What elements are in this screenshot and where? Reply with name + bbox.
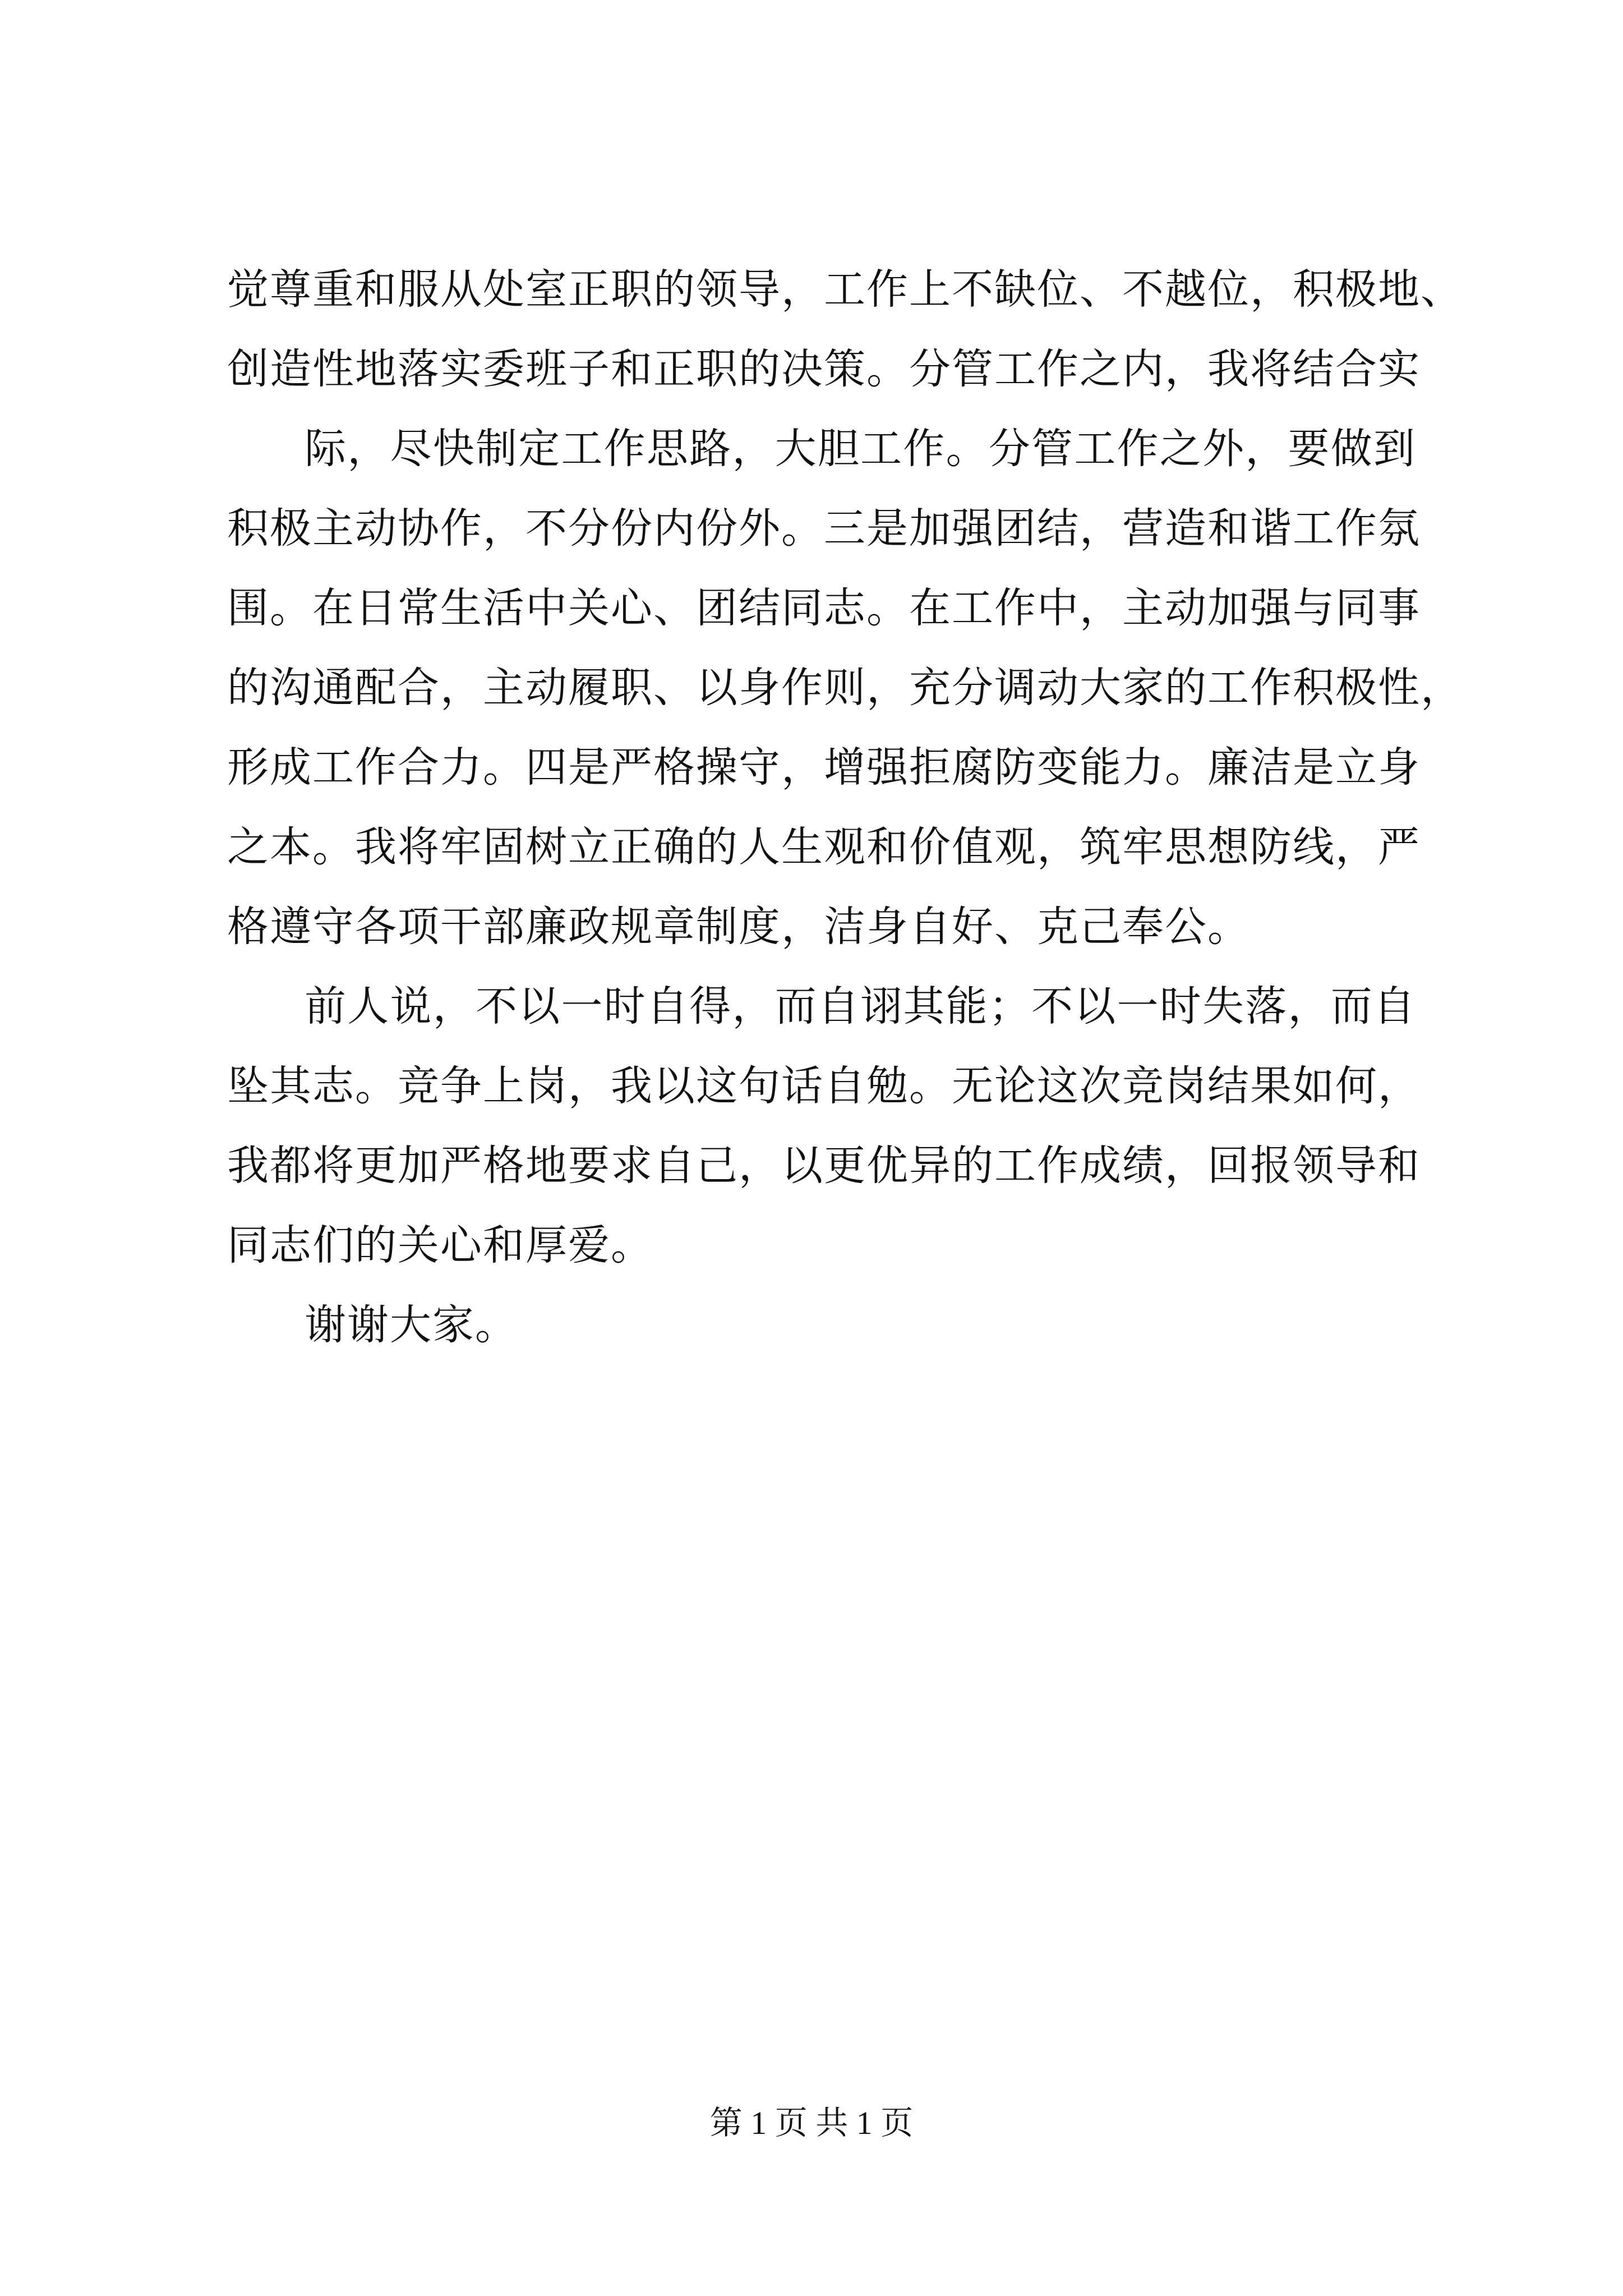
paragraph-2-line-4: 的沟通配合，主动履职、以身作则，充分调动大家的工作积极性， xyxy=(227,664,1463,712)
paragraph-1-line-2: 创造性地落实委班子和正职的决策。分管工作之内，我将结合实 xyxy=(227,345,1421,393)
page-number-footer: 第 1 页 共 1 页 xyxy=(709,2105,914,2141)
paragraph-2-line-6: 之本。我将牢固树立正确的人生观和价值观，筑牢思想防线，严 xyxy=(227,823,1421,871)
paragraph-2-line-1: 际，尽快制定工作思路，大胆工作。分管工作之外，要做到 xyxy=(305,425,1416,473)
paragraph-3-line-1: 前人说，不以一时自得，而自诩其能；不以一时失落，而自 xyxy=(305,982,1416,1030)
paragraph-2-line-3: 围。在日常生活中关心、团结同志。在工作中，主动加强与同事 xyxy=(227,584,1421,632)
paragraph-2-line-2: 积极主动协作，不分份内份外。三是加强团结，营造和谐工作氛 xyxy=(227,504,1421,553)
paragraph-3-line-2: 坠其志。竞争上岗，我以这句话自勉。无论这次竞岗结果如何， xyxy=(227,1062,1421,1110)
paragraph-2-line-7: 格遵守各项干部廉政规章制度，洁身自好、克己奉公。 xyxy=(227,903,1250,951)
paragraph-2-line-5: 形成工作合力。四是严格操守，增强拒腐防变能力。廉洁是立身 xyxy=(227,743,1421,792)
paragraph-1-line-1: 觉尊重和服从处室正职的领导，工作上不缺位、不越位，积极地、 xyxy=(227,265,1463,314)
paragraph-3-line-4: 同志们的关心和厚爱。 xyxy=(227,1221,653,1269)
paragraph-3-line-3: 我都将更加严格地要求自己，以更优异的工作成绩，回报领导和 xyxy=(227,1142,1421,1190)
paragraph-4-line-1: 谢谢大家。 xyxy=(305,1301,518,1349)
